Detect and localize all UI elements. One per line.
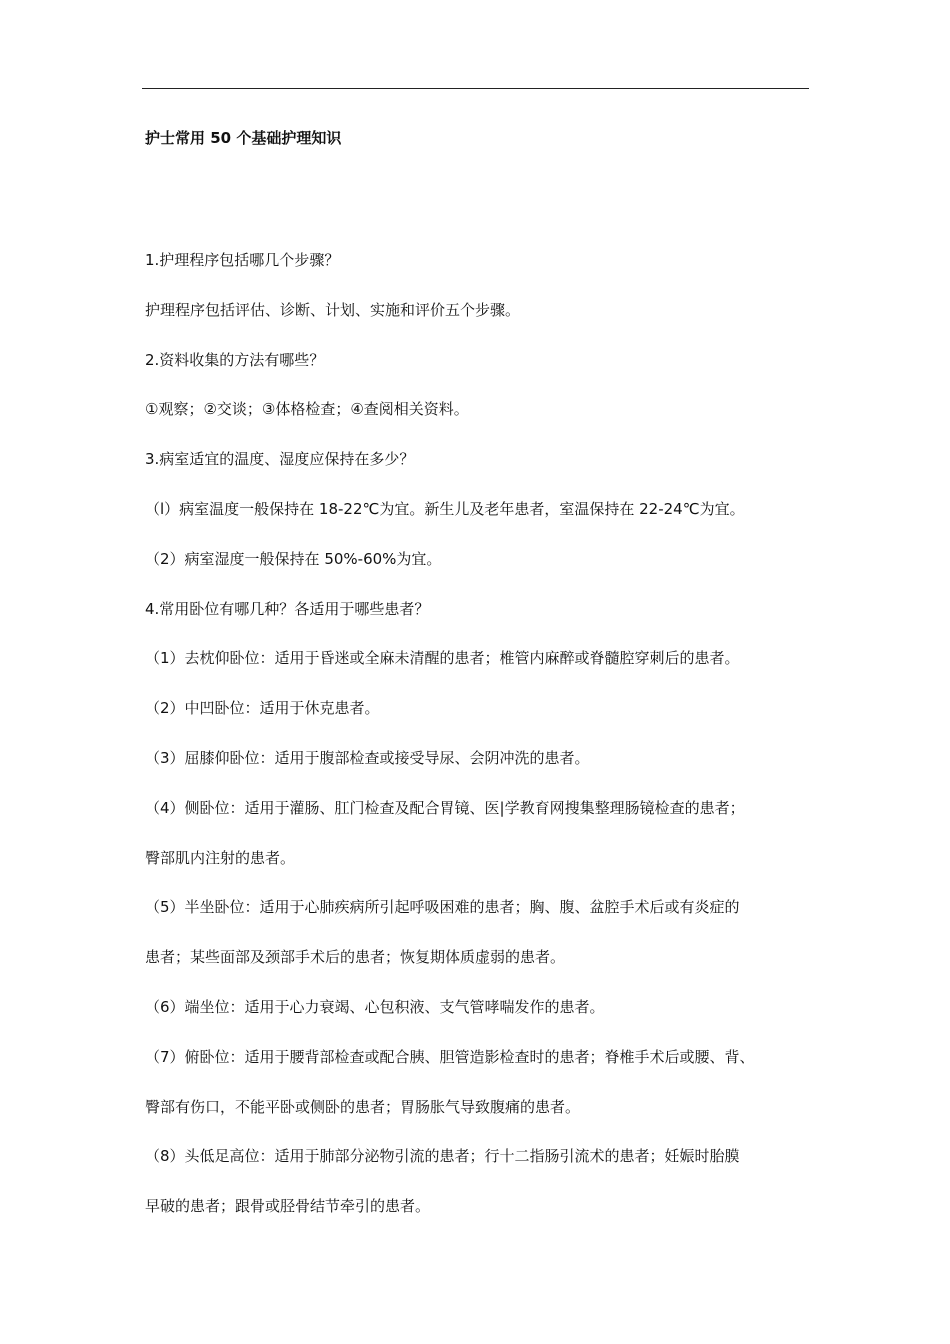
answer-4-item-8: （8）头低足高位：适用于肺部分泌物引流的患者；行十二指肠引流术的患者；妊娠时胎膜 [145, 1147, 740, 1166]
answer-3-item-1: （l）病室温度一般保持在 18-22℃为宜。新生儿及老年患者，室温保持在 22-24℃为宜。 [145, 499, 745, 518]
question-1: 1.护理程序包括哪几个步骤？ [145, 251, 340, 269]
answer-4-item-2: （2）中凹卧位：适用于休克患者。 [145, 699, 380, 718]
question-2: 2.资料收集的方法有哪些？ [145, 350, 325, 369]
answer-4-item-1: （1）去枕仰卧位：适用于昏迷或全麻未清醒的患者；椎管内麻醉或脊髓腔穿刺后的患者。 [145, 649, 740, 668]
answer-4-item-6: （6）端坐位：适用于心力衰竭、心包积液、支气管哮喘发作的患者。 [145, 997, 605, 1016]
answer-4-item-3: （3）屈膝仰卧位：适用于腹部检查或接受导尿、会阴冲洗的患者。 [145, 748, 590, 767]
answer-4-item-5: （5）半坐卧位：适用于心肺疾病所引起呼吸困难的患者；胸、腹、盆腔手术后或有炎症的 [145, 898, 740, 917]
answer-4-item-4: （4）侧卧位：适用于灌肠、肛门检查及配合胃镜、医|学教育网搜集整理肠镜检查的患者； [145, 798, 745, 817]
answer-4-item-7: （7）俯卧位：适用于腰背部检查或配合胰、胆管造影检查时的患者；脊椎手术后或腰、背、 [145, 1047, 755, 1066]
question-3: 3.病室适宜的温度、湿度应保持在多少？ [145, 450, 415, 469]
header-rule [142, 88, 809, 89]
question-4: 4.常用卧位有哪几种？各适用于哪些患者？ [145, 599, 430, 618]
document-body [145, 246, 815, 1242]
answer-4-item-7-cont: 臀部有伤口，不能平卧或侧卧的患者；胃肠胀气导致腹痛的患者。 [145, 1097, 581, 1116]
answer-4-item-4-cont: 臀部肌内注射的患者。 [145, 848, 296, 867]
document-title: 护士常用 50 个基础护理知识 [145, 129, 342, 147]
answer-2: ①观察；②交谈；③体格检查；④查阅相关资料。 [145, 400, 469, 419]
answer-1: 护理程序包括评估、诊断、计划、实施和评价五个步骤。 [145, 300, 521, 319]
answer-4-item-8-cont: 早破的患者；跟骨或胫骨结节牵引的患者。 [145, 1197, 431, 1216]
answer-3-item-2: （2）病室湿度一般保持在 50%-60%为宜。 [145, 549, 442, 568]
answer-4-item-5-cont: 患者；某些面部及颈部手术后的患者；恢复期体质虚弱的患者。 [145, 948, 566, 967]
